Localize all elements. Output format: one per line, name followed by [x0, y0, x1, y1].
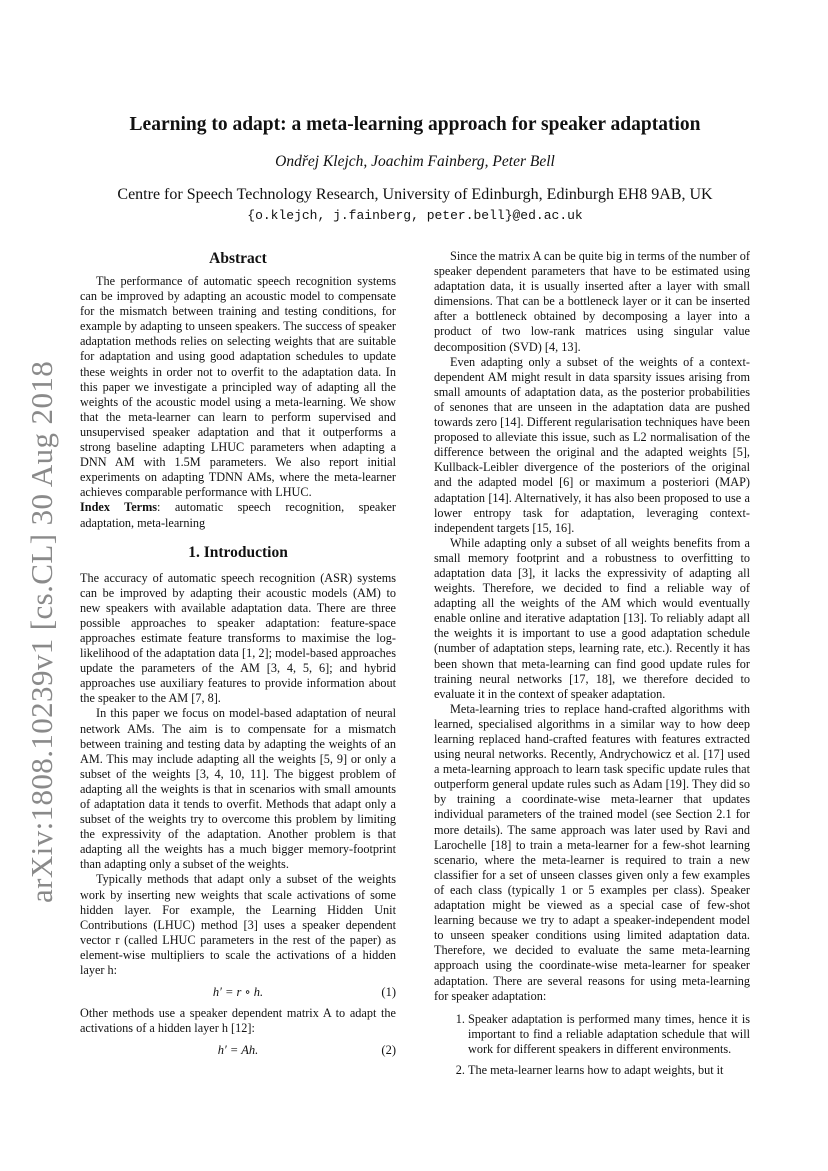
intro-paragraph-3: Typically methods that adapt only a subset of the weights work by inserting new weights that scale activations of some hidden layer. For example, the Learning Hidden Unit Contributions (LHUC) method [3] uses a speaker dependent vector r (called LHUC parameters in the rest of the paper) as element-wise multipliers to scale the activations of a hidden layer h: [80, 872, 396, 978]
arxiv-id-text: arXiv:1808.10239v1 [cs.CL] 30 Aug 2018 [24, 360, 59, 903]
arxiv-identifier [20, 265, 60, 905]
left-column [80, 249, 396, 1064]
intro-paragraph-4: Other methods use a speaker dependent matrix A to adapt the activations of a hidden layer h [12]: [80, 1006, 396, 1036]
intro-paragraph-1: The accuracy of automatic speech recognition (ASR) systems can be improved by adapting their acoustic models (AM) to new speakers with available adaptation data. There are three possible approaches to speaker adaptation: feature-space approaches estimate feature transforms to maximise the log-likelihood of the adaptation data [1, 2]; model-based approaches update the parameters of the AM [3, 4, 5, 6]; and hybrid approaches use auxiliary features to provide information about the speaker to the AM [7, 8]. [80, 570, 396, 706]
equation-1-number: (1) [381, 985, 396, 1000]
index-terms [80, 500, 396, 530]
intro-paragraph-2: In this paper we focus on model-based adaptation of neural network AMs. The aim is to compensate for a mismatch between training and testing data by adapting the weights of an AM. This may include adapting all the weights [5, 9] or only a subset of the weights [3, 4, 10, 11]. The biggest problem of adapting all the weights is that in scenarios with small amounts of adaptation data it tends to overfit. Methods that adapt only a subset of the weights try to overcome this problem by limiting the expressivity of the adaptation. Another problem is that adapting all the weights has a much bigger memory-footprint than adapting only a subset of the weights. [80, 706, 396, 872]
list-item: 2. The meta-learner learns how to adapt weights, but it [468, 1063, 750, 1078]
right-column [434, 249, 750, 1084]
right-paragraph-2: Even adapting only a subset of the weights of a context-dependent AM might result in data sparsity issues arising from small amounts of adaptation data, as the posterior probabilities of senones that are unseen in the adaptation data are pushed towards zero [14]. Different regularisation techniques have been proposed to alleviate this issue, such as L2 normalisation of the difference between the original and the adapted weights [5], Kullback-Leibler divergence of the posteriors of the original and the adapted model [6] or maximum a posteriori (MAP) adaptation [14]. Alternatively, it has also been proposed to use a lower entropy task for adaptation, leveraging context-independent targets [15, 16]. [434, 354, 750, 535]
right-paragraph-3: While adapting only a subset of all weights benefits from a small memory footprint and a robustness to overfitting to adaptation data [3], it lacks the expressivity of adapting all weights. Therefore, we decided to find a reliable way of adapting all the weights of the AM which would eventually enable online and iterative adaptation [13]. To reliably adapt all the weights it is important to use a good adaptation schedule (number of adaptation steps, learning rate, etc.). Recently it has been shown that meta-learning can find good update rules for training neural networks [17, 18], we therefore decided to evaluate it in the context of speaker adaptation. [434, 535, 750, 701]
equation-2-formula: h′ = Ah. [217, 1043, 259, 1058]
paper-title: Learning to adapt: a meta-learning approach for speaker adaptation [129, 114, 701, 135]
right-paragraph-1: Since the matrix A can be quite big in terms of the number of speaker dependent parameters that have to be estimated using adaptation data, it is usually inserted after a layer with small dimensions. That can be a bottleneck layer or it can be inserted after a bottleneck obtained by decomposing a layer into a product of two low-rank matrices using singular value decomposition (SVD) [4, 13]. [434, 249, 750, 354]
equation-1-formula: h′ = r ∘ h. [212, 985, 264, 1000]
author-emails: {o.klejch, j.fainberg, peter.bell}@ed.ac.uk [247, 208, 583, 223]
abstract-text: The performance of automatic speech recognition systems can be improved by adapting an acoustic model to compensate for the mismatch between training and testing conditions, for example by adapting to unseen speakers. The success of speaker adaptation methods relies on selecting weights that are suitable for adaptation and using good adaptation schedules to update these weights in order not to overfit to the adaptation data. In this paper we investigate a principled way of adapting all the weights of the acoustic model using a meta-learning. We show that the meta-learner can learn to perform supervised and unsupervised speaker adaptation and that it outperforms a strong baseline adapting LHUC parameters when adapting a DNN AM with 1.5M parameters. We also report initial experiments on adapting TDNN AMs, where the meta-learner achieves comparable performance with LHUC. [80, 274, 396, 500]
equation-2-number: (2) [381, 1043, 396, 1058]
index-terms-label: Index Terms [80, 500, 158, 515]
author-list: Ondřej Klejch, Joachim Fainberg, Peter Bell [275, 153, 555, 170]
list-item: 1. Speaker adaptation is performed many times, hence it is important to find a reliable adaptation schedule that will work for different speakers in different environments. [468, 1012, 750, 1057]
index-terms-text: : automatic speech recognition, speaker adaptation, meta-learning [80, 500, 396, 530]
equation-2 [80, 1036, 396, 1064]
section-heading-introduction: 1. Introduction [188, 543, 288, 561]
affiliation: Centre for Speech Technology Research, University of Edinburgh, Edinburgh EH8 9AB, UK [117, 186, 713, 203]
equation-1 [80, 978, 396, 1006]
right-paragraph-4: Meta-learning tries to replace hand-crafted algorithms with learned, specialised algorithms in a similar way to how deep learning replaced hand-crafted features with features extracted using neural networks. Recently, Andrychowicz et al. [17] used a meta-learning approach to learn task specific update rules that outperform general update rules such as Adam [19]. They did so by training a coordinate-wise meta-learner that updates individual parameters of the trained model (see Section 2.1 for more details). The same approach was later used by Ravi and Larochelle [18] to train a meta-learner for a few-shot learning scenario, where the meta-learner is required to train a new classifier for a set of unseen classes given only a few examples of each class (typically 1 or 5 examples per class). Speaker adaptation might be viewed as a special case of few-shot learning because we try to adapt a speaker-independent model to unseen speaker conditions using limited adaptation data. Therefore, we decided to evaluate the same meta-learning approach using the coordinate-wise meta-learner for speaker adaptation. There are several reasons for using meta-learning for speaker adaptation: [434, 701, 750, 1003]
reasons-list [434, 1012, 750, 1078]
abstract-heading: Abstract [209, 250, 267, 267]
